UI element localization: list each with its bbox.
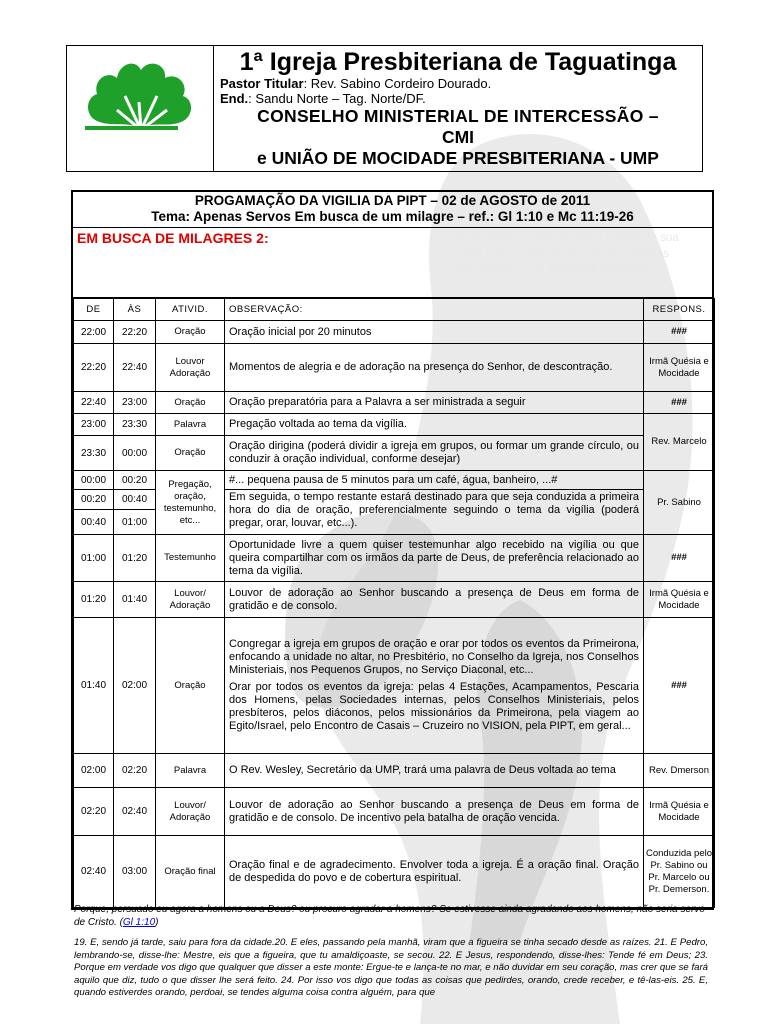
table-cell: ### — [644, 392, 715, 414]
obs-paragraph-2: Orar por todos os eventos da igreja: pelas 4 Estações, Acampamentos, Pescaria dos Homens, pelas Sociedades internas, pelos Conselhos Ministeriais, pelos presbíteros, pelos diáconos, pelos missionários da Primeirona, pela viagem ao Egito/Israel, pelo Encontro de Casais – Cruzeiro no VISION, pela PIPT, em geral... — [229, 681, 639, 732]
council-abbr: CMI — [441, 127, 475, 147]
table-cell: 00:00 — [74, 471, 114, 490]
table-row — [74, 836, 715, 908]
table-cell: Oração dirigina (poderá dividir a igreja em grupos, ou formar um grande círculo, ou conduzir à oração individual, conforme desejar) — [225, 436, 644, 471]
table-cell — [225, 618, 644, 754]
table-header-row — [74, 299, 715, 321]
table-cell: Louvor de adoração ao Senhor buscando a presença de Deus em forma de gratidão e de consolo. — [225, 582, 644, 618]
table-cell: ### — [644, 535, 715, 582]
table-cell: 22:40 — [74, 392, 114, 414]
table-row — [74, 471, 715, 490]
table-cell: 01:20 — [114, 535, 156, 582]
pastor-line: Pastor Titular: Rev. Sabino Cordeiro Dourado. — [220, 76, 492, 91]
table-cell: Em seguida, o tempo restante estará destinado para que seja conduzida a primeira hora do dia de oração, preferencialmente seguindo o tema da vigília (poderá pregar, orar, louvar, etc...). — [225, 490, 644, 535]
council-line: CONSELHO MINISTERIAL DE INTERCESSÃO – — [257, 106, 659, 126]
table-cell: 00:00 — [114, 436, 156, 471]
table-row — [74, 618, 715, 754]
program-title: PROGAMAÇÃO DA VIGILIA DA PIPT – 02 de AGOSTO de 2011 — [194, 193, 591, 208]
table-cell: Pr. Sabino — [644, 471, 715, 535]
table-cell: Rev. Dmerson — [644, 754, 715, 788]
table-row — [74, 582, 715, 618]
table-cell: Louvor/ Adoração — [156, 582, 225, 618]
program-table-container — [71, 190, 714, 910]
table-row — [74, 535, 715, 582]
table-cell: 01:40 — [74, 618, 114, 754]
table-cell: Oportunidade livre a quem quiser testemunhar algo recebido na vigília ou que queira compartilhar com os irmãos da parte de Deus, de preferência relacionado ao tema da vigília. — [225, 535, 644, 582]
table-cell: Conduzida pelo Pr. Sabino ou Pr. Marcelo ou Pr. Demerson. — [644, 836, 715, 908]
col-de: DE — [74, 299, 114, 321]
table-cell: Oração — [156, 321, 225, 344]
table-cell: Testemunho — [156, 535, 225, 582]
table-cell: 02:20 — [74, 788, 114, 836]
table-cell: Oração inicial por 20 minutos — [225, 321, 644, 344]
table-cell: 00:20 — [74, 490, 114, 510]
verse-link[interactable]: Gl 1:10 — [122, 917, 156, 928]
verse-mark: 19. E, sendo já tarde, saiu para fora da cidade.20. E eles, passando pela manhã, viram que a figueira se tinha secado desde as raízes. 21. E Pedro, lembrando-se, disse-lhe: Mestre, eis que a figueira, que tu amaldiçoaste, se secou. 22. E Jesus, respondendo, disse-lhes: Tende fé em Deus; 23. Porque em verdade vos digo que qualquer que disser a este monte: Ergue-te e lança-te no mar, e não duvidar em seu coração, mas crer que se fará aquilo que diz, tudo o que disser lhe será feito. 24. Por isso vos digo que todas as coisas que pedirdes, orando, crede receber, e tê-las-eis. 25. E, quando estiverdes orando, perdoai, se tendes alguma coisa contra alguém, para que — [74, 937, 708, 998]
address-line: End.: Sandu Norte – Tag. Norte/DF. — [220, 91, 426, 106]
verse-galatians: Porque, persuado eu agora a homens ou a Deus? ou procuro agradar a homens? Se estivesse ainda agradando aos homens, não seria servo de Cristo. (Gl 1:10) — [74, 904, 705, 928]
table-cell: 23:30 — [114, 414, 156, 436]
col-as: ÀS — [114, 299, 156, 321]
table-row — [74, 788, 715, 836]
table-cell: 02:20 — [114, 754, 156, 788]
logo-cell — [67, 46, 214, 171]
table-row — [74, 414, 715, 436]
table-cell: Oração — [156, 618, 225, 754]
table-cell: Irmã Quésia e Mocidade — [644, 344, 715, 392]
table-cell: Oração final e de agradecimento. Envolver toda a igreja. É a oração final. Oração de despedida do povo e de cobertura espiritual. — [225, 836, 644, 908]
table-cell: 00:40 — [114, 490, 156, 510]
busca-faint-text: nto de Deus, o CMI que tinha o tema de sua P que tinha o tema de sua vigília: “Apenas que passará a ser APENAS SERVOS — [453, 232, 679, 276]
table-cell: 01:40 — [114, 582, 156, 618]
table-cell: ### — [644, 321, 715, 344]
table-cell: 23:30 — [74, 436, 114, 471]
table-cell: 23:00 — [74, 414, 114, 436]
table-cell: Louvor/ Adoração — [156, 788, 225, 836]
church-title: 1ª Igreja Presbiteriana de Taguatinga — [239, 48, 677, 76]
table-cell: 02:00 — [114, 618, 156, 754]
table-cell: Pregação voltada ao tema da vigília. — [225, 414, 644, 436]
table-row — [74, 321, 715, 344]
table-cell: 22:00 — [74, 321, 114, 344]
table-cell: Oração final — [156, 836, 225, 908]
table-cell: O Rev. Wesley, Secretário da UMP, trará uma palavra de Deus voltada ao tema — [225, 754, 644, 788]
table-row — [74, 436, 715, 471]
schedule-table — [73, 298, 715, 908]
table-cell: #... pequena pausa de 5 minutos para um café, água, banheiro, ...# — [225, 471, 644, 490]
table-row — [74, 754, 715, 788]
table-cell: 22:20 — [114, 321, 156, 344]
table-cell: Palavra — [156, 754, 225, 788]
table-cell: 01:00 — [74, 535, 114, 582]
program-heading — [73, 192, 712, 228]
table-cell: 22:40 — [114, 344, 156, 392]
table-cell: 02:00 — [74, 754, 114, 788]
table-cell: 23:00 — [114, 392, 156, 414]
table-cell: ### — [644, 618, 715, 754]
table-cell: Oração preparatória para a Palavra a ser ministrada a seguir — [225, 392, 644, 414]
table-cell: Irmã Quésia e Mocidade — [644, 788, 715, 836]
table-cell: Louvor Adoração — [156, 344, 225, 392]
col-resp: RESPONS. — [644, 299, 715, 321]
table-cell: Pregação, oração, testemunho, etc... — [156, 471, 225, 535]
table-cell: Palavra — [156, 414, 225, 436]
table-cell: 03:00 — [114, 836, 156, 908]
table-row — [74, 344, 715, 392]
table-cell: 02:40 — [74, 836, 114, 908]
table-row — [74, 392, 715, 414]
col-obs: OBSERVAÇÃO: — [225, 299, 644, 321]
col-ativ: ATIVID. — [156, 299, 225, 321]
table-cell: 00:40 — [74, 510, 114, 535]
table-cell: 01:20 — [74, 582, 114, 618]
table-cell: 22:20 — [74, 344, 114, 392]
burning-bush-logo — [67, 46, 214, 171]
busca-section — [73, 228, 712, 298]
table-cell: 01:00 — [114, 510, 156, 535]
logo-underline — [85, 126, 178, 130]
program-theme: Tema: Apenas Servos Em busca de um milagre – ref.: Gl 1:10 e Mc 11:19-26 — [151, 209, 634, 224]
busca-title: EM BUSCA DE MILAGRES 2: — [77, 230, 269, 246]
table-cell: Oração — [156, 436, 225, 471]
table-cell: Oração — [156, 392, 225, 414]
obs-paragraph-1: Congregar a igreja em grupos de oração e orar por todos os eventos da Primeirona, enfocando a unidade no altar, no Presbitério, no Conselho da Igreja, nos Conselhos Ministeriais, nos Pequenos Grupos, no Serviço Diaconal, etc... — [229, 638, 639, 676]
table-cell: Irmã Quésia e Mocidade — [644, 582, 715, 618]
church-header — [66, 45, 703, 172]
table-cell: Momentos de alegria e de adoração na presença do Senhor, de descontração. — [225, 344, 644, 392]
table-cell: 02:40 — [114, 788, 156, 836]
table-cell: Rev. Marcelo — [644, 414, 715, 471]
table-cell: 00:20 — [114, 471, 156, 490]
ump-line: e UNIÃO DE MOCIDADE PRESBITERIANA - UMP — [257, 148, 659, 168]
table-cell: Louvor de adoração ao Senhor buscando a presença de Deus em forma de gratidão e de consolo. De incentivo pela batalha de oração vencida. — [225, 788, 644, 836]
